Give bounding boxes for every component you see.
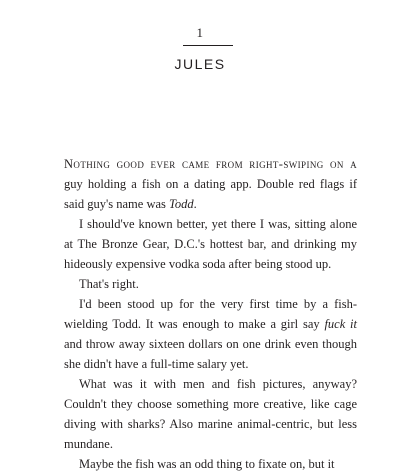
paragraph-text: guy holding a fish on a dating app. Double red flags if said guy's name was: [64, 177, 357, 211]
paragraph-text: I'd been stood up for the very first time by a fish-wielding Todd. It was enough to make a girl say: [64, 297, 357, 331]
chapter-number: 1: [196, 25, 204, 40]
chapter-body: [64, 154, 357, 474]
paragraph: That's right.: [79, 277, 139, 291]
paragraph: What was it with men and fish pictures, anyway? Couldn't they choose something more creative, like cage diving with sharks? Also marine animal-centric, but less mundane.: [64, 377, 357, 451]
emphasis-text: Todd: [169, 197, 194, 211]
paragraph-text: .: [193, 197, 197, 211]
paragraph-text: and throw away sixteen dollars on one drink even though she didn't have a full-time salary yet.: [64, 337, 357, 371]
chapter-title: JULES: [174, 56, 226, 72]
paragraph: [64, 294, 357, 374]
paragraph: Maybe the fish was an odd thing to fixate on, but it: [79, 457, 335, 471]
paragraph: I should've known better, yet there I was, sitting alone at The Bronze Gear, D.C.'s hottest bar, and drinking my hideously expensive vodka soda after being stood up.: [64, 217, 357, 271]
opening-small-caps: Nothing good ever came from right-swiping on a: [64, 157, 357, 171]
emphasis-text: fuck it: [324, 317, 358, 331]
paragraph-opening: [64, 154, 357, 214]
chapter-divider: [183, 45, 233, 46]
